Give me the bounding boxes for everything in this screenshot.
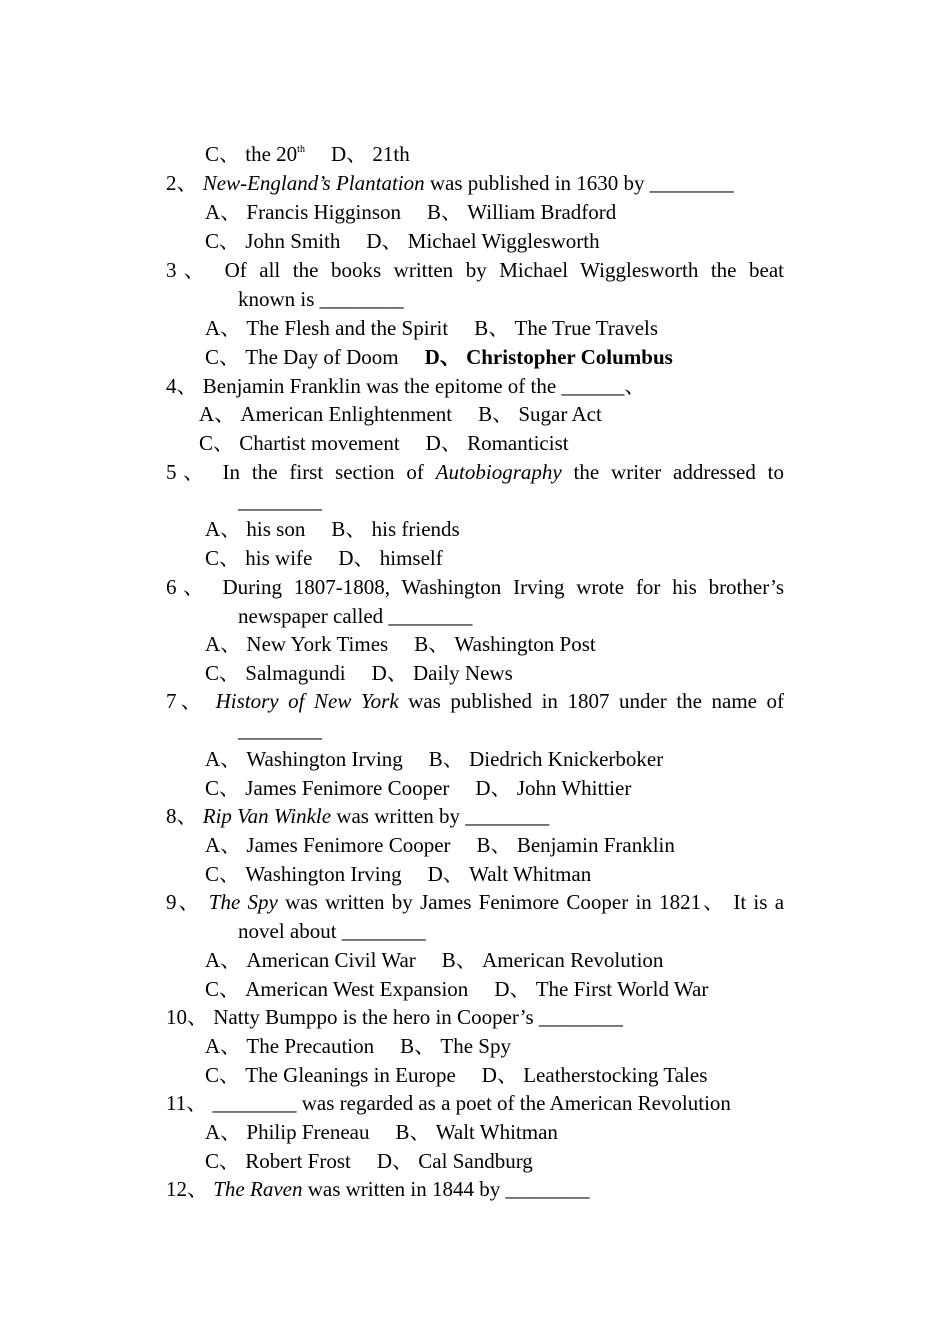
option-text: The Spy — [440, 1034, 511, 1058]
option-label: B、 — [476, 833, 512, 857]
option-label: A、 — [205, 632, 242, 656]
option-label: C、 — [205, 229, 241, 253]
option-label: D、 — [371, 661, 408, 685]
option-text: Cal Sandburg — [418, 1149, 533, 1173]
question-text: was published in 1807 under the name of — [398, 689, 785, 713]
option-label: D、 — [330, 142, 368, 166]
option-text: American Enlightenment — [240, 402, 453, 426]
option-label: B、 — [331, 517, 367, 541]
option-label: C、 — [205, 1149, 241, 1173]
question-number: 5、 — [166, 460, 211, 484]
question-text: was written by ________ — [331, 804, 550, 828]
option-text: The Flesh and the Spirit — [246, 316, 449, 340]
option-label: A、 — [205, 316, 242, 340]
question-number: 10、 — [166, 1005, 208, 1029]
question-7-options-cd — [205, 774, 631, 803]
option-text: his friends — [371, 517, 460, 541]
option-text: Washington Post — [454, 632, 596, 656]
question-3-options-cd — [205, 343, 673, 372]
option-label: A、 — [205, 747, 242, 771]
question-text: Benjamin Franklin was the epitome of the ______、 — [202, 374, 646, 398]
question-2-options-ab — [205, 198, 616, 227]
question-10-options-cd — [205, 1061, 707, 1090]
question-9-options-cd — [205, 975, 708, 1004]
option-text: John Whittier — [516, 776, 632, 800]
option-text: American West Expansion — [245, 977, 469, 1001]
question-text: Of all the books written by Michael Wigglesworth the beat — [224, 258, 785, 282]
question-text: was published in 1630 by ________ — [424, 171, 734, 195]
option-text: James Fenimore Cooper — [245, 776, 450, 800]
question-7-options-ab — [205, 745, 663, 774]
question-3-options-ab — [205, 314, 658, 343]
question-text: Natty Bumppo is the hero in Cooper’s ________ — [213, 1005, 623, 1029]
question-11 — [166, 1089, 784, 1118]
option-text: Washington Irving — [246, 747, 403, 771]
question-6-options-ab — [205, 630, 596, 659]
option-text: Walt Whitman — [469, 862, 592, 886]
option-text: Washington Irving — [245, 862, 402, 886]
question-number: 4、 — [166, 374, 198, 398]
question-12 — [166, 1175, 784, 1204]
option-text: Robert Frost — [245, 1149, 351, 1173]
option-label: A、 — [205, 517, 242, 541]
option-text: his son — [246, 517, 306, 541]
option-text: 21th — [372, 142, 410, 166]
question-number: 8、 — [166, 804, 198, 828]
option-text: The Precaution — [246, 1034, 375, 1058]
question-8-options-cd — [205, 860, 591, 889]
question-number: 12、 — [166, 1177, 208, 1201]
question-6-options-cd — [205, 659, 513, 688]
option-label: B、 — [427, 200, 463, 224]
question-5-options-cd — [205, 544, 443, 573]
option-label: B、 — [400, 1034, 436, 1058]
option-label: C、 — [205, 977, 241, 1001]
option-text: American Civil War — [246, 948, 416, 972]
question-8 — [166, 802, 784, 831]
option-label: C、 — [205, 862, 241, 886]
question-7-continuation: ________ — [238, 718, 322, 742]
question-4-options-ab — [199, 400, 602, 429]
question-11-options-cd — [205, 1147, 533, 1176]
option-label: C、 — [205, 546, 241, 570]
option-label: B、 — [441, 948, 477, 972]
option-label: C、 — [205, 345, 241, 369]
question-9 — [166, 888, 784, 917]
option-label: C、 — [205, 776, 241, 800]
question-text: the writer addressed to — [561, 460, 785, 484]
question-text: During 1807-1808, Washington Irving wrote for his brother’s — [222, 575, 784, 599]
question-8-options-ab — [205, 831, 675, 860]
question-number: 3、 — [166, 258, 213, 282]
option-label: D、 — [481, 1063, 518, 1087]
option-text: Walt Whitman — [435, 1120, 558, 1144]
option-label-bold: D、 — [424, 345, 461, 369]
option-label: D、 — [427, 862, 464, 886]
option-label: B、 — [428, 747, 464, 771]
question-3-continuation: known is ________ — [238, 287, 404, 311]
question-2 — [166, 169, 784, 198]
work-title: New-England’s Plantation — [202, 171, 425, 195]
option-label: A、 — [205, 1120, 242, 1144]
option-label: D、 — [425, 431, 462, 455]
option-text: Chartist movement — [239, 431, 400, 455]
option-label: B、 — [414, 632, 450, 656]
option-label: B、 — [474, 316, 510, 340]
option-label: D、 — [366, 229, 403, 253]
option-label: A、 — [199, 402, 236, 426]
option-text: James Fenimore Cooper — [246, 833, 451, 857]
option-text: himself — [379, 546, 443, 570]
option-label: A、 — [205, 833, 242, 857]
question-4-options-cd — [199, 429, 569, 458]
option-text: Michael Wigglesworth — [407, 229, 600, 253]
question-number: 6、 — [166, 575, 211, 599]
question-number: 2、 — [166, 171, 198, 195]
option-label: C、 — [199, 431, 235, 455]
question-10-options-ab — [205, 1032, 511, 1061]
option-label: D、 — [494, 977, 531, 1001]
option-label: A、 — [205, 948, 242, 972]
option-text-bold: Christopher Columbus — [466, 345, 673, 369]
option-label: D、 — [376, 1149, 414, 1173]
question-9-continuation: novel about ________ — [238, 919, 426, 943]
option-text: Benjamin Franklin — [516, 833, 675, 857]
option-text: Francis Higginson — [246, 200, 401, 224]
option-label: D、 — [338, 546, 375, 570]
option-text: the 20th — [245, 142, 305, 166]
option-text: Philip Freneau — [246, 1120, 370, 1144]
question-text: was written in 1844 by ________ — [302, 1177, 590, 1201]
work-title: The Spy — [208, 890, 278, 914]
work-title: Rip Van Winkle — [202, 804, 332, 828]
option-text: Romanticist — [467, 431, 569, 455]
option-text: The Day of Doom — [245, 345, 399, 369]
question-4 — [166, 372, 784, 401]
superscript: th — [297, 144, 305, 155]
option-label: C、 — [205, 661, 241, 685]
question-3 — [166, 256, 784, 285]
question-5-continuation: ________ — [238, 489, 322, 513]
option-text: Leatherstocking Tales — [523, 1063, 708, 1087]
question-9-options-ab — [205, 946, 663, 975]
option-label: C、 — [205, 142, 241, 166]
question-5-options-ab — [205, 515, 460, 544]
option-label: A、 — [205, 200, 242, 224]
question-text: In the first section of — [222, 460, 436, 484]
option-text: Sugar Act — [518, 402, 602, 426]
option-text: William Bradford — [467, 200, 617, 224]
option-text: The Gleanings in Europe — [245, 1063, 456, 1087]
question-text: ________ was regarded as a poet of the American Revolution — [212, 1091, 731, 1115]
question-2-options-cd — [205, 227, 600, 256]
option-text: American Revolution — [482, 948, 664, 972]
work-title: The Raven — [213, 1177, 303, 1201]
question-6-continuation: newspaper called ________ — [238, 604, 473, 628]
option-label: C、 — [205, 1063, 241, 1087]
question-7 — [166, 687, 784, 716]
option-text: The First World War — [535, 977, 709, 1001]
option-label: D、 — [475, 776, 512, 800]
option-label: B、 — [478, 402, 514, 426]
option-label: A、 — [205, 1034, 242, 1058]
work-title: History of New York — [215, 689, 399, 713]
option-text: Salmagundi — [245, 661, 346, 685]
option-text: John Smith — [245, 229, 341, 253]
option-text: New York Times — [246, 632, 389, 656]
work-title: Autobiography — [435, 460, 562, 484]
option-text: Daily News — [413, 661, 513, 685]
question-number: 7、 — [166, 689, 207, 713]
option-text: Diedrich Knickerboker — [469, 747, 664, 771]
question-10 — [166, 1003, 784, 1032]
option-text: his wife — [245, 546, 313, 570]
question-number: 11、 — [166, 1091, 208, 1115]
question-11-options-ab — [205, 1118, 558, 1147]
option-text: The True Travels — [514, 316, 659, 340]
option-label: B、 — [395, 1120, 431, 1144]
question-1-options-cd — [205, 140, 410, 169]
question-5 — [166, 458, 784, 487]
question-6 — [166, 573, 784, 602]
question-number: 9、 — [166, 890, 202, 914]
question-text: was written by James Fenimore Cooper in 1821、 It is a — [277, 890, 785, 914]
